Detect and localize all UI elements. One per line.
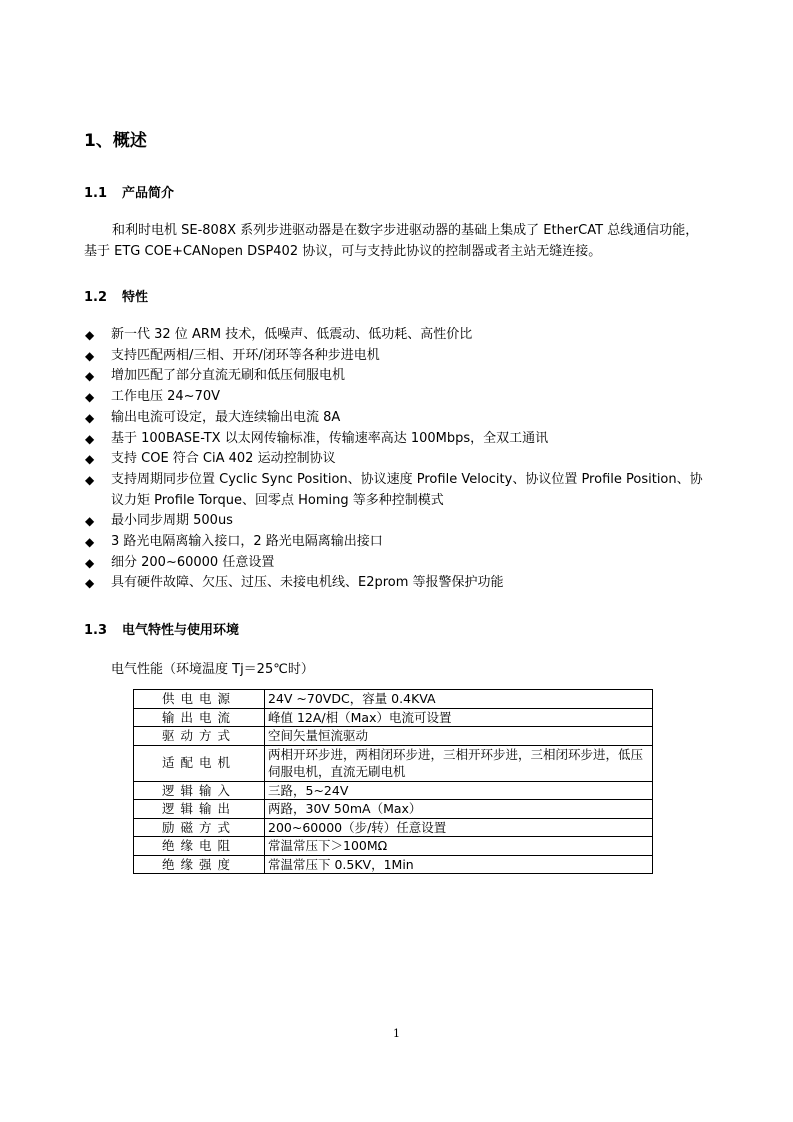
spec-value: 两路，30V 50mA（Max） <box>265 800 653 819</box>
table-row <box>134 690 653 709</box>
section-number: 1.3 <box>84 623 108 638</box>
diamond-bullet-icon: ◆ <box>85 431 95 446</box>
feature-text: 增加匹配了部分直流无刷和低压伺服电机 <box>111 368 346 384</box>
diamond-bullet-icon: ◆ <box>85 410 95 425</box>
feature-text: 基于 100BASE-TX 以太网传输标准，传输速率高达 100Mbps，全双工通讯 <box>111 430 549 446</box>
feature-item <box>84 346 714 367</box>
spec-key: 逻辑输入 <box>134 781 265 800</box>
feature-text: 工作电压 24~70V <box>111 389 221 405</box>
heading-overview: 1、概述 <box>84 131 147 151</box>
feature-item <box>84 429 714 450</box>
feature-text: 支持匹配两相/三相、开环/闭环等各种步进电机 <box>111 347 380 363</box>
spec-key: 励磁方式 <box>134 818 265 837</box>
diamond-bullet-icon: ◆ <box>85 576 95 591</box>
spec-value: 空间矢量恒流驱动 <box>265 727 653 746</box>
intro-paragraph <box>84 220 706 262</box>
feature-item <box>84 573 714 594</box>
diamond-bullet-icon: ◆ <box>85 328 95 342</box>
diamond-bullet-icon: ◆ <box>85 369 95 384</box>
spec-key: 驱动方式 <box>134 727 265 746</box>
feature-text: 输出电流可设定，最大连续输出电流 8A <box>111 409 341 425</box>
feature-item <box>84 449 714 470</box>
feature-text: 支持周期同步位置 Cyclic Sync Position、协议速度 Profile Velocity、协议位置 Profile Position、协议力矩 Profile Torque、回零点 Homing 等多种控制模式 <box>111 471 703 508</box>
diamond-bullet-icon: ◆ <box>85 390 95 405</box>
diamond-bullet-icon: ◆ <box>85 452 95 467</box>
feature-item <box>84 408 714 429</box>
table-row <box>134 781 653 800</box>
diamond-bullet-icon: ◆ <box>85 514 95 529</box>
spec-value: 常温常压下＞100MΩ <box>265 837 653 856</box>
feature-text: 细分 200~60000 任意设置 <box>111 554 275 570</box>
feature-item <box>84 511 714 532</box>
feature-text: 最小同步周期 500us <box>111 513 233 529</box>
electrical-spec-table <box>133 689 653 874</box>
spec-key: 逻辑输出 <box>134 800 265 819</box>
spec-key: 绝缘电阻 <box>134 837 265 856</box>
table-caption: 电气性能（环境温度 Tj＝25℃时） <box>111 662 314 677</box>
section-title: 产品简介 <box>122 186 175 201</box>
section-title: 电气特性与使用环境 <box>122 623 240 638</box>
section-number: 1.2 <box>84 290 108 305</box>
diamond-bullet-icon: ◆ <box>85 348 95 363</box>
feature-item <box>84 325 714 346</box>
table-row <box>134 708 653 727</box>
page-number: 1 <box>393 1027 400 1040</box>
feature-item <box>84 470 714 511</box>
feature-text: 具有硬件故障、欠压、过压、未接电机线、E2prom 等报警保护功能 <box>111 575 504 591</box>
feature-item <box>84 387 714 408</box>
section-heading-features <box>84 286 148 305</box>
feature-text: 支持 COE 符合 CiA 402 运动控制协议 <box>111 451 336 467</box>
feature-list <box>84 325 714 594</box>
spec-value: 两相开环步进，两相闭环步进，三相开环步进，三相闭环步进，低压伺服电机，直流无刷电机 <box>265 745 653 781</box>
feature-item <box>84 532 714 553</box>
feature-item <box>84 366 714 387</box>
feature-item <box>84 553 714 574</box>
section-number: 1.1 <box>84 186 108 201</box>
table-row <box>134 800 653 819</box>
spec-value: 三路，5~24V <box>265 781 653 800</box>
section-title: 特性 <box>122 290 149 305</box>
feature-text: 3 路光电隔离输入接口，2 路光电隔离输出接口 <box>111 534 383 550</box>
spec-key: 绝缘强度 <box>134 855 265 874</box>
table-row <box>134 855 653 874</box>
feature-text: 新一代 32 位 ARM 技术，低噪声、低震动、低功耗、高性价比 <box>111 327 473 342</box>
table-row <box>134 837 653 856</box>
section-heading-electrical <box>84 619 239 638</box>
spec-value: 峰值 12A/相（Max）电流可设置 <box>265 708 653 727</box>
section-heading-intro <box>84 182 174 201</box>
table-row <box>134 745 653 781</box>
intro-text: 和利时电机 SE-808X 系列步进驱动器是在数字步进驱动器的基础上集成了 EtherCAT 总线通信功能，基于 ETG COE+CANopen DSP402 协议，可与支持此协议的控制器或者主站无缝连接。 <box>84 223 699 259</box>
spec-value: 200~60000（步/转）任意设置 <box>265 818 653 837</box>
table-row <box>134 818 653 837</box>
spec-value: 常温常压下 0.5KV，1Min <box>265 855 653 874</box>
diamond-bullet-icon: ◆ <box>85 555 95 570</box>
spec-value: 24V ~70VDC，容量 0.4KVA <box>265 690 653 709</box>
spec-key: 适配电机 <box>134 745 265 781</box>
diamond-bullet-icon: ◆ <box>85 535 95 550</box>
diamond-bullet-icon: ◆ <box>85 472 95 487</box>
spec-key: 输出电流 <box>134 708 265 727</box>
spec-key: 供电电源 <box>134 690 265 709</box>
table-row <box>134 727 653 746</box>
